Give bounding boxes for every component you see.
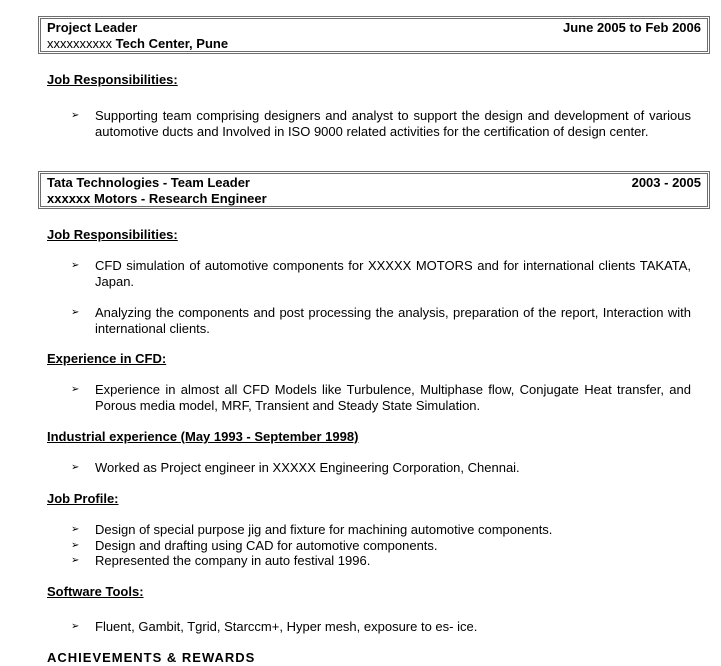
list-item: [71, 619, 691, 635]
bullet-arrow-icon: ➢: [71, 524, 80, 535]
list-item: [71, 553, 691, 569]
list-item-text: Fluent, Gambit, Tgrid, Starccm+, Hyper mesh, exposure to es- ice.: [95, 619, 478, 634]
section-heading-job-responsibilities: Job Responsibilities:: [47, 72, 178, 87]
bullet-arrow-icon: ➢: [71, 462, 80, 473]
list-item-text: CFD simulation of automotive components for XXXXX MOTORS and for international clients TAKATA, Japan.: [95, 258, 691, 289]
job-dates: 2003 - 2005: [631, 175, 701, 190]
section-heading-job-profile: Job Profile:: [47, 491, 119, 506]
section-heading-achievements-cut: ACHIEVEMENTS & REWARDS: [47, 650, 256, 665]
list-item-text: Represented the company in auto festival 1996.: [95, 553, 371, 568]
section-heading-job-responsibilities: Job Responsibilities:: [47, 227, 178, 242]
list-item: [71, 522, 691, 538]
job-header-box-2: [38, 171, 710, 209]
list-item-text: Analyzing the components and post processing the analysis, preparation of the report, Interaction with international clients.: [95, 305, 691, 336]
list-item-text: Design of special purpose jig and fixture for machining automotive components.: [95, 522, 553, 537]
list-item-text: Supporting team comprising designers and analyst to support the design and development of various automotive ducts and Involved in ISO 9000 related activities for the certification of design center.: [95, 108, 691, 139]
list-item: [71, 305, 691, 337]
job-dates: June 2005 to Feb 2006: [562, 20, 701, 35]
list-item-text: Design and drafting using CAD for automotive components.: [95, 538, 438, 553]
section-heading-experience-cfd: Experience in CFD:: [47, 351, 167, 366]
job-organization: xxxxxx Motors - Research Engineer: [47, 191, 267, 206]
job-organization: [47, 36, 228, 52]
list-item-text: Experience in almost all CFD Models like Turbulence, Multiphase flow, Conjugate Heat transfer, and Porous media model, MRF, Transient and Steady State Simulation.: [95, 382, 691, 413]
section-heading-software-tools: Software Tools:: [47, 584, 144, 599]
bullet-arrow-icon: ➢: [71, 307, 80, 318]
org-prefix: xxxxxxxxxx: [47, 36, 112, 51]
section-heading-industrial-experience: Industrial experience (May 1993 - September 1998): [47, 429, 359, 444]
job-title: Project Leader: [47, 20, 138, 35]
list-item: [71, 258, 691, 290]
list-item: [71, 108, 691, 140]
list-item: [71, 460, 691, 476]
org-suffix: Tech Center, Pune: [112, 36, 229, 51]
job-header-box-1: [38, 16, 710, 54]
bullet-arrow-icon: ➢: [71, 110, 80, 121]
list-item: [71, 382, 691, 414]
bullet-arrow-icon: ➢: [71, 384, 80, 395]
list-item: [71, 538, 691, 554]
bullet-arrow-icon: ➢: [71, 260, 80, 271]
list-item-text: Worked as Project engineer in XXXXX Engineering Corporation, Chennai.: [95, 460, 520, 475]
bullet-arrow-icon: ➢: [71, 540, 80, 551]
job-title: Tata Technologies - Team Leader: [47, 175, 250, 190]
bullet-arrow-icon: ➢: [71, 621, 80, 632]
bullet-arrow-icon: ➢: [71, 555, 80, 566]
